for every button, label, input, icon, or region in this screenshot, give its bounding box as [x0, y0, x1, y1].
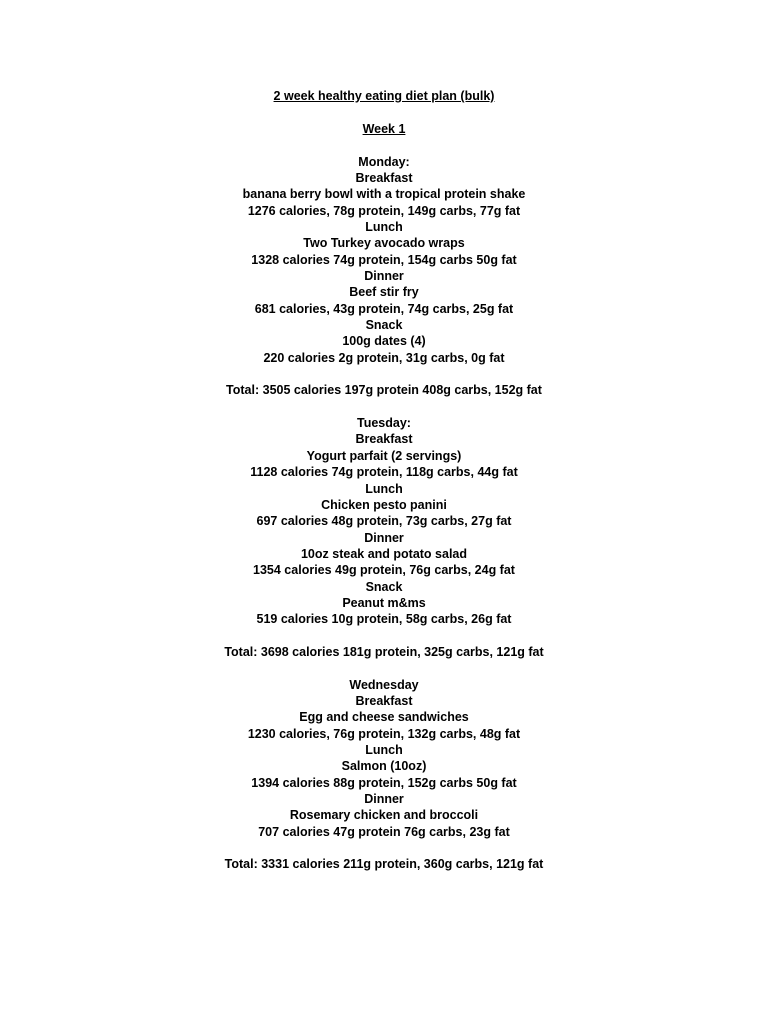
- monday-snack-macros: 220 calories 2g protein, 31g carbs, 0g fat: [263, 351, 505, 365]
- wednesday-dinner-item: Rosemary chicken and broccoli: [289, 808, 479, 822]
- tuesday-total: Total: 3698 calories 181g protein, 325g carbs, 121g fat: [224, 645, 544, 659]
- monday-lunch-label: Lunch: [365, 220, 403, 234]
- monday-snack-item: 100g dates (4): [342, 334, 426, 348]
- monday-snack-label: Snack: [365, 318, 403, 332]
- tuesday-lunch-item: Chicken pesto panini: [321, 498, 447, 512]
- monday-breakfast-macros: 1276 calories, 78g protein, 149g carbs, 77g fat: [247, 204, 521, 218]
- wednesday-breakfast-macros: 1230 calories, 76g protein, 132g carbs, 48g fat: [247, 727, 521, 741]
- tuesday-dinner-label: Dinner: [364, 531, 404, 545]
- monday-dinner-item: Beef stir fry: [349, 285, 419, 299]
- tuesday-breakfast-label: Breakfast: [355, 432, 413, 446]
- wednesday-dinner-label: Dinner: [364, 792, 404, 806]
- week-heading: Week 1: [362, 122, 406, 136]
- tuesday-lunch-label: Lunch: [365, 482, 403, 496]
- tuesday-dinner-item: 10oz steak and potato salad: [300, 547, 468, 561]
- tuesday-heading: Tuesday:: [357, 416, 411, 430]
- monday-heading: Monday:: [358, 155, 410, 169]
- wednesday-lunch-label: Lunch: [365, 743, 403, 757]
- tuesday-lunch-macros: 697 calories 48g protein, 73g carbs, 27g fat: [256, 514, 512, 528]
- tuesday-snack-item: Peanut m&ms: [342, 596, 426, 610]
- monday-dinner-label: Dinner: [364, 269, 404, 283]
- wednesday-total: Total: 3331 calories 211g protein, 360g carbs, 121g fat: [224, 857, 544, 871]
- tuesday-dinner-macros: 1354 calories 49g protein, 76g carbs, 24g fat: [253, 563, 515, 577]
- wednesday-breakfast-item: Egg and cheese sandwiches: [299, 710, 469, 724]
- monday-breakfast-label: Breakfast: [355, 171, 413, 185]
- document-title: 2 week healthy eating diet plan (bulk): [273, 89, 495, 103]
- tuesday-snack-label: Snack: [365, 580, 403, 594]
- monday-breakfast-item: banana berry bowl with a tropical protein shake: [242, 187, 526, 201]
- tuesday-breakfast-item: Yogurt parfait (2 servings): [306, 449, 462, 463]
- wednesday-breakfast-label: Breakfast: [355, 694, 413, 708]
- monday-lunch-item: Two Turkey avocado wraps: [303, 236, 465, 250]
- wednesday-lunch-item: Salmon (10oz): [341, 759, 427, 773]
- wednesday-lunch-macros: 1394 calories 88g protein, 152g carbs 50g fat: [251, 776, 517, 790]
- wednesday-dinner-macros: 707 calories 47g protein 76g carbs, 23g fat: [258, 825, 510, 839]
- tuesday-snack-macros: 519 calories 10g protein, 58g carbs, 26g fat: [256, 612, 512, 626]
- monday-total: Total: 3505 calories 197g protein 408g carbs, 152g fat: [226, 383, 542, 397]
- monday-lunch-macros: 1328 calories 74g protein, 154g carbs 50g fat: [251, 253, 517, 267]
- tuesday-breakfast-macros: 1128 calories 74g protein, 118g carbs, 44g fat: [250, 465, 518, 479]
- wednesday-heading: Wednesday: [349, 678, 419, 692]
- monday-dinner-macros: 681 calories, 43g protein, 74g carbs, 25g fat: [254, 302, 514, 316]
